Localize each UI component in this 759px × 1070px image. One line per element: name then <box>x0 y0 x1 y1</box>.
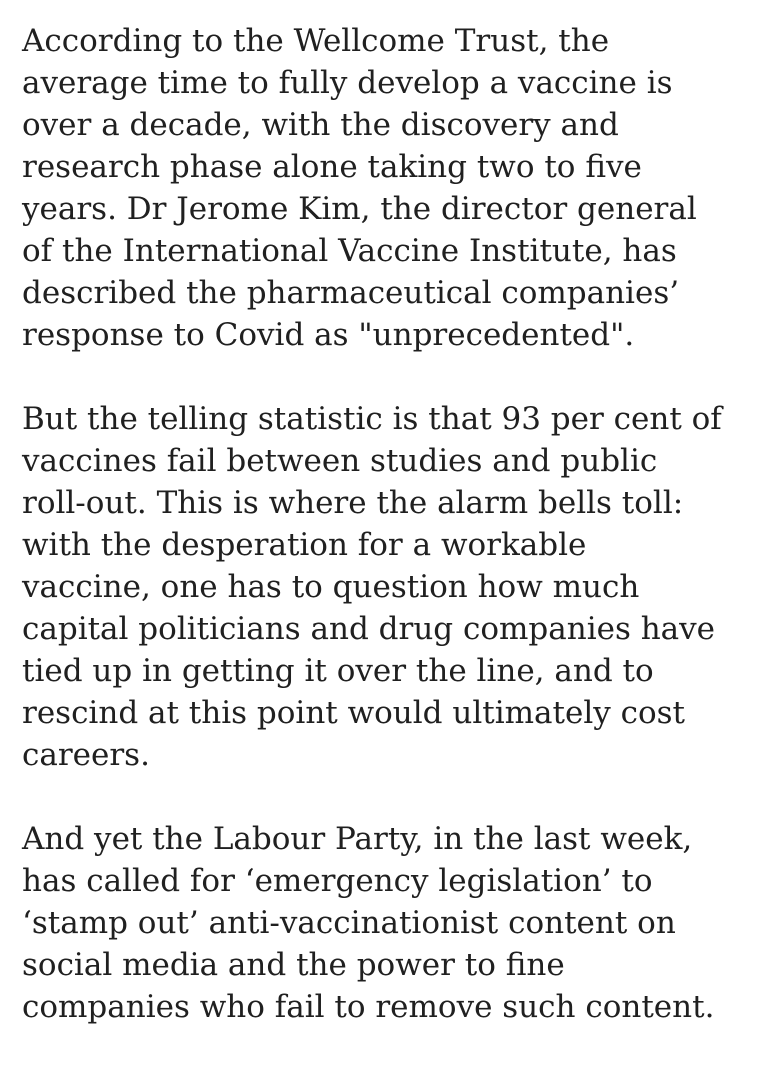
text-line: social media and the power to fine <box>22 947 565 983</box>
text-line: According to the Wellcome Trust, the <box>22 23 610 59</box>
text-line: And yet the Labour Party, in the last week, <box>22 821 693 857</box>
paragraph-2 <box>22 398 742 776</box>
text-line: But the telling statistic is that 93 per cent of <box>22 401 722 437</box>
text-line: rescind at this point would ultimately cost <box>22 695 685 731</box>
text-line: over a decade, with the discovery and <box>22 107 619 143</box>
paragraph-1 <box>22 20 742 356</box>
text-line: of the International Vaccine Institute, has <box>22 233 677 269</box>
text-line: with the desperation for a workable <box>22 527 587 563</box>
text-line: tied up in getting it over the line, and to <box>22 653 654 689</box>
text-line: capital politicians and drug companies have <box>22 611 716 647</box>
text-line: research phase alone taking two to five <box>22 149 642 185</box>
text-line: years. Dr Jerome Kim, the director general <box>22 191 697 227</box>
text-line: has called for ‘emergency legislation’ to <box>22 863 653 899</box>
text-line: careers. <box>22 737 150 773</box>
text-line: ‘stamp out’ anti-vaccinationist content on <box>22 905 676 941</box>
article-body <box>22 20 742 1070</box>
text-line: average time to fully develop a vaccine is <box>22 65 673 101</box>
text-line: companies who fail to remove such content. <box>22 989 715 1025</box>
text-line: roll-out. This is where the alarm bells toll: <box>22 485 684 521</box>
paragraph-3 <box>22 818 742 1028</box>
text-line: response to Covid as "unprecedented". <box>22 317 635 353</box>
text-line: vaccine, one has to question how much <box>22 569 640 605</box>
text-line: vaccines fail between studies and public <box>22 443 658 479</box>
text-line: described the pharmaceutical companies’ <box>22 275 680 311</box>
